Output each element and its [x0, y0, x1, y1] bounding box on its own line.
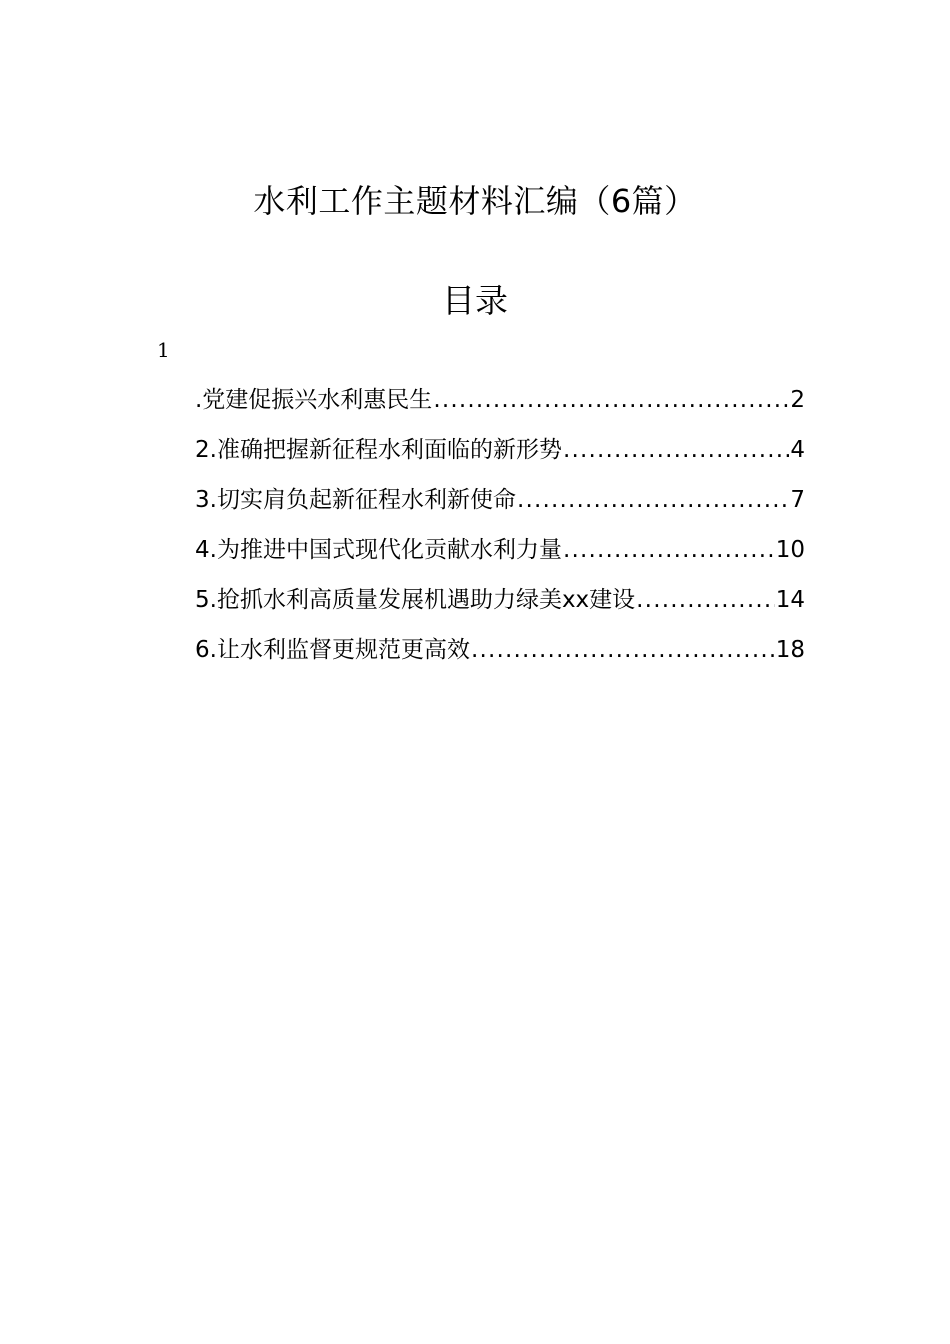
toc-entry-label: 2.准确把握新征程水利面临的新形势 [195, 437, 562, 463]
toc-entry-label: 3.切实肩负起新征程水利新使命 [195, 487, 516, 513]
toc-page-number: 10 [775, 537, 805, 563]
toc-page-number: 2 [790, 387, 805, 413]
toc-dot-leader [563, 426, 789, 474]
table-of-contents [195, 376, 805, 676]
toc-dot-leader [471, 626, 775, 674]
toc-entry-1[interactable] [195, 376, 805, 426]
document-title: 水利工作主题材料汇编（6篇） [253, 182, 697, 220]
toc-entry-6[interactable] [195, 626, 805, 676]
toc-entry-label: 6.让水利监督更规范更高效 [195, 637, 470, 663]
toc-entry-3[interactable] [195, 476, 805, 526]
stray-number: 1 [157, 338, 170, 362]
toc-dot-leader [563, 526, 775, 574]
toc-dot-leader [517, 476, 789, 524]
toc-dot-leader [636, 576, 775, 624]
toc-entry-label: 5.抢抓水利高质量发展机遇助力绿美xx建设 [195, 587, 636, 613]
toc-entry-5[interactable] [195, 576, 805, 626]
toc-entry-2[interactable] [195, 426, 805, 476]
toc-page-number: 7 [790, 487, 805, 513]
toc-page-number: 18 [775, 637, 805, 663]
toc-page-number: 4 [790, 437, 805, 463]
toc-entry-label: .党建促振兴水利惠民生 [195, 387, 433, 413]
toc-heading: 目录 [442, 281, 508, 320]
toc-entry-4[interactable] [195, 526, 805, 576]
toc-entry-label: 4.为推进中国式现代化贡献水利力量 [195, 537, 562, 563]
toc-page-number: 14 [775, 587, 805, 613]
toc-dot-leader [433, 376, 789, 424]
